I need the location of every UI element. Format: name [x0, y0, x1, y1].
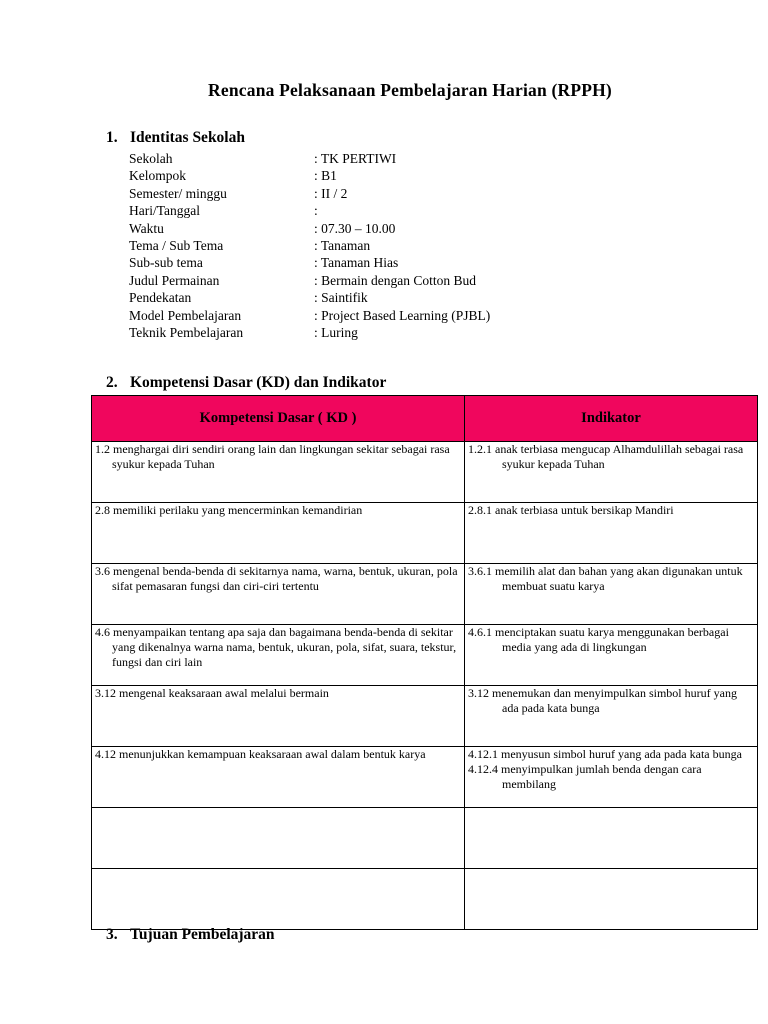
- indikator-cell: [465, 869, 758, 930]
- table-row: [92, 625, 758, 686]
- section-title: Tujuan Pembelajaran: [130, 926, 275, 943]
- identitas-row-model: [129, 307, 490, 324]
- identitas-value: : TK PERTIWI: [314, 151, 397, 166]
- identitas-label: Pendekatan: [129, 290, 192, 306]
- identitas-label: Sub-sub tema: [129, 255, 203, 271]
- kd-cell: [92, 686, 465, 747]
- indikator-text: 4.12.1 menyusun simbol huruf yang ada pada kata bunga: [468, 747, 742, 761]
- identitas-value: : Tanaman: [314, 237, 371, 253]
- identitas-label: Judul Permainan: [129, 272, 220, 288]
- kd-cell: [92, 869, 465, 930]
- identitas-row-judul-permainan: [129, 272, 490, 289]
- kd-text: 2.8 memiliki perilaku yang mencerminkan kemandirian: [95, 503, 363, 517]
- table-header-row: [92, 396, 758, 442]
- document-title: Rencana Pelaksanaan Pembelajaran Harian (RPPH): [208, 80, 612, 100]
- identitas-value: : Tanaman Hias: [314, 255, 399, 271]
- kd-text: 1.2 menghargai diri sendiri orang lain dan lingkungan sekitar sebagai rasa syukur kepada Tuhan: [95, 442, 450, 471]
- indikator-text: 2.8.1 anak terbiasa untuk bersikap Mandiri: [468, 503, 674, 517]
- identitas-value: : 07.30 – 10.00: [314, 220, 396, 236]
- kd-cell: [92, 747, 465, 808]
- indikator-text: 4.12.4 menyimpulkan jumlah benda dengan cara membilang: [468, 762, 702, 791]
- kd-text: 3.12 mengenal keaksaraan awal melalui bermain: [95, 686, 329, 700]
- identitas-value: : II / 2: [314, 185, 348, 201]
- identitas-value: : B1: [314, 168, 337, 184]
- kd-text: 3.6 mengenal benda-benda di sekitarnya nama, warna, bentuk, ukuran, pola sifat pemasaran fungsi dan ciri-ciri tertentu: [95, 564, 458, 593]
- kd-cell: [92, 625, 465, 686]
- identitas-label: Tema / Sub Tema: [129, 237, 224, 253]
- section-heading-tujuan: [106, 926, 275, 944]
- indikator-text: 1.2.1 anak terbiasa mengucap Alhamdulillah sebagai rasa syukur kepada Tuhan: [468, 442, 744, 471]
- indikator-cell: [465, 686, 758, 747]
- section-heading-identitas: [106, 129, 245, 147]
- kd-text: 4.12 menunjukkan kemampuan keaksaraan awal dalam bentuk karya: [95, 747, 426, 761]
- identitas-row-tema: [129, 237, 490, 254]
- kd-cell: [92, 564, 465, 625]
- indikator-cell: [465, 747, 758, 808]
- identitas-row-semester: [129, 185, 490, 202]
- kd-cell: [92, 503, 465, 564]
- indikator-cell: [465, 564, 758, 625]
- table-row: [92, 747, 758, 808]
- indikator-cell: [465, 808, 758, 869]
- table-row: [92, 686, 758, 747]
- indikator-cell: [465, 503, 758, 564]
- section-number: 2.: [106, 374, 118, 391]
- identitas-value: :: [314, 203, 318, 219]
- identitas-label: Hari/Tanggal: [129, 203, 201, 219]
- header-indikator: Indikator: [465, 396, 758, 442]
- identitas-row-kelompok: [129, 167, 490, 184]
- table-row: [92, 564, 758, 625]
- indikator-cell: [465, 625, 758, 686]
- identitas-label: Sekolah: [129, 151, 173, 166]
- identitas-value: : Saintifik: [314, 290, 368, 306]
- section-title: Identitas Sekolah: [130, 129, 245, 146]
- identitas-row-waktu: [129, 220, 490, 237]
- section-number: 3.: [106, 926, 118, 943]
- identitas-value: : Luring: [314, 324, 358, 340]
- kd-cell: [92, 442, 465, 503]
- identitas-row-pendekatan: [129, 289, 490, 306]
- table-row-empty: [92, 869, 758, 930]
- kd-cell: [92, 808, 465, 869]
- identitas-row-sekolah: [129, 150, 490, 167]
- indikator-text: 4.6.1 menciptakan suatu karya menggunakan berbagai media yang ada di lingkungan: [468, 625, 729, 654]
- section-number: 1.: [106, 129, 118, 146]
- section-title: Kompetensi Dasar (KD) dan Indikator: [130, 374, 387, 391]
- header-kompetensi-dasar: Kompetensi Dasar ( KD ): [92, 396, 465, 442]
- identitas-label: Teknik Pembelajaran: [129, 324, 244, 340]
- identitas-label: Semester/ minggu: [129, 185, 227, 201]
- identitas-label: Model Pembelajaran: [129, 307, 242, 323]
- identitas-label: Waktu: [129, 220, 164, 236]
- table-row: [92, 503, 758, 564]
- indikator-text: 3.6.1 memilih alat dan bahan yang akan digunakan untuk membuat suatu karya: [468, 564, 743, 593]
- table-row-empty: [92, 808, 758, 869]
- section-heading-kompetensi: [106, 374, 386, 392]
- identitas-label: Kelompok: [129, 168, 186, 184]
- identitas-list: [129, 150, 490, 341]
- kd-indikator-table: [91, 395, 758, 930]
- identitas-row-teknik: [129, 324, 490, 341]
- identitas-row-hari-tanggal: [129, 202, 490, 219]
- identitas-row-sub-sub-tema: [129, 254, 490, 271]
- indikator-cell: [465, 442, 758, 503]
- indikator-text: 3.12 menemukan dan menyimpulkan simbol huruf yang ada pada kata bunga: [468, 686, 737, 715]
- table-row: [92, 442, 758, 503]
- identitas-value: : Project Based Learning (PJBL): [314, 307, 491, 323]
- identitas-value: : Bermain dengan Cotton Bud: [314, 272, 476, 288]
- kd-text: 4.6 menyampaikan tentang apa saja dan bagaimana benda-benda di sekitar yang dikenalnya warna nama, bentuk, ukuran, pola, sifat, suara, tekstur, fungsi dan ciri lain: [95, 625, 457, 669]
